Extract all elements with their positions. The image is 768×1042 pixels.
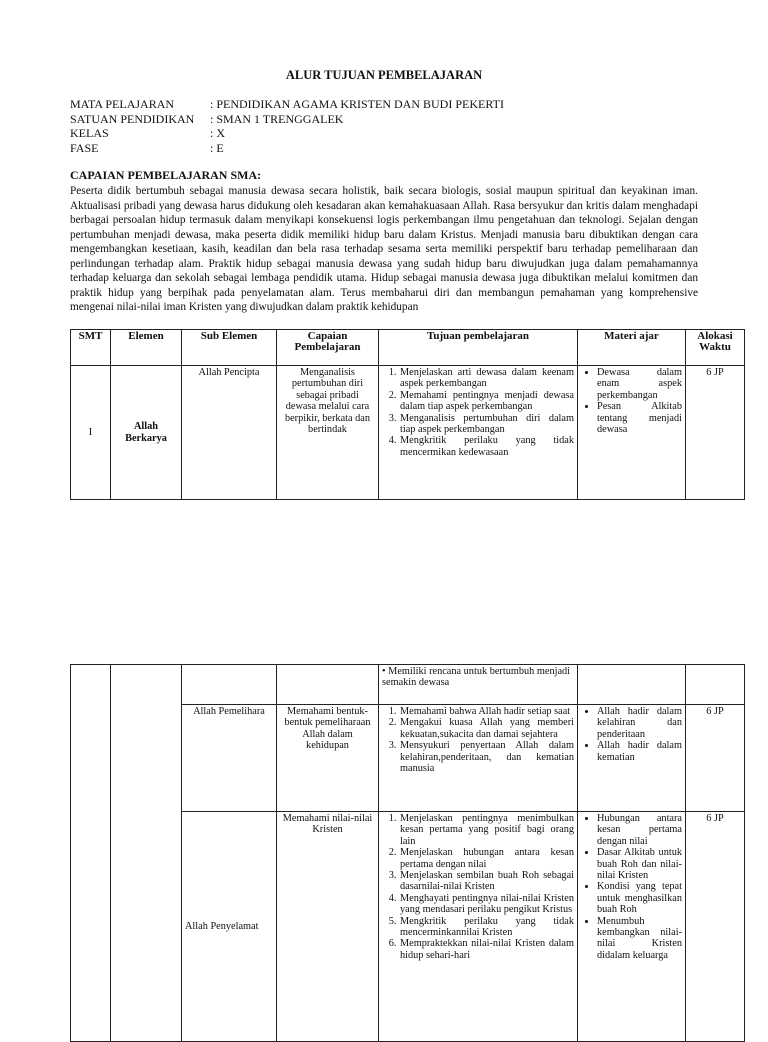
capaian-heading: CAPAIAN PEMBELAJARAN SMA:	[70, 168, 262, 182]
header-elemen: Elemen	[111, 330, 182, 366]
materi-item: • Pesan Alkitab tentang menjadi dewasa	[597, 401, 682, 435]
tujuan-item: 1. Memahami bahwa Allah hadir setiap saat	[399, 706, 574, 717]
materi-item: • Dewasa dalam enam aspek perkembangan	[597, 367, 682, 401]
tujuan-item: 5. Mengkritik perilaku yang tidak mencerminkannilai Kristen	[399, 916, 574, 939]
learning-flow-table-continued	[70, 664, 745, 1042]
learning-flow-table	[70, 329, 745, 500]
tujuan-item: 1. Menjelaskan arti dewasa dalam keenam aspek perkembangan	[399, 367, 574, 390]
cell-tujuan	[379, 705, 578, 812]
tujuan-item: 1. Menjelaskan pentingnya menimbulkan kesan pertama yang positif bagi orang lain	[399, 813, 574, 847]
materi-item: • Menumbuh kembangkan nilai-nilai Kristen didalam keluarga	[597, 916, 682, 962]
materi-item: • Kondisi yang tepat untuk menghasilkan buah Roh	[597, 881, 682, 915]
cell-materi	[578, 705, 686, 812]
document-title: ALUR TUJUAN PEMBELAJARAN	[285, 68, 483, 82]
cell-alokasi: 6 JP	[686, 366, 745, 500]
meta-key: SATUAN PENDIDIKAN	[70, 111, 195, 126]
cell-smt: I	[71, 366, 111, 500]
header-materi: Materi ajar	[578, 330, 686, 366]
header-sub-elemen: Sub Elemen	[182, 330, 277, 366]
cell-alokasi	[686, 665, 745, 705]
cell-capaian: Memahami bentuk-bentuk pemeliharaan Allah dalam kehidupan	[277, 705, 379, 812]
tujuan-item: 2. Mengakui kuasa Allah yang memberi kekuatan,sukacita dan damai sejahtera	[399, 717, 574, 740]
header-smt: SMT	[71, 330, 111, 366]
table-row	[71, 665, 745, 705]
tujuan-item: 6. Mempraktekkan nilai-nilai Kristen dalam hidup sehari-hari	[399, 938, 574, 961]
capaian-paragraph: Peserta didik bertumbuh sebagai manusia dewasa secara holistik, baik secara biologis, sosial maupun spiritual dan keyakinan iman. Aktualisasi pribadi yang dewasa harus didukung oleh kesadaran akan kemahakuasaan Allah. Rasa bersyukur dan kritis dalam menghadapi berbagai persoalan hidup termasuk dalam menyikapi konsekuensi logis perkembangan ilmu pengetahuan dan teknologi. Sejalan dengan pertumbuhan menjadi dewasa, maka peserta didik memiliki hidup baru dalam Kristus. Menjadi manusia baru dibuktikan dengan cara mengembangkan kesetiaan, kasih, keadilan dan bela rasa terhadap sesama serta memiliki perspektif baru terhadap pemeliharaan dan perlindungan terhadap alam. Praktik hidup sebagai manusia dewasa yang sudah hidup baru diwujudkan juga dalam pemahamannya terhadap keluarga dan sekolah sebagai lembaga pendidik utama. Hidup sebagai manusia dewasa juga dibuktikan melalui komitmen dan praktik hidup yang berpihak pada penyelamatan alam. Terus membaharui diri dan membangun pemahaman yang komprehensive mengenai nilai-nilai iman Kristen yang diwujudkan dalam praktik kehidupan	[70, 185, 698, 314]
tujuan-item: 3. Mensyukuri penyertaan Allah dalam kelahiran,penderitaan, dan kematian manusia	[399, 740, 574, 774]
cell-sub-elemen	[182, 665, 277, 705]
header-capaian: Capaian Pembelajaran	[277, 330, 379, 366]
cell-sub-elemen: Allah Penyelamat	[182, 812, 277, 1042]
cell-materi	[578, 812, 686, 1042]
tujuan-item: 3. Menjelaskan sembilan buah Roh sebagai dasarnilai-nilai Kristen	[399, 870, 574, 893]
materi-item: • Dasar Alkitab untuk buah Roh dan nilai-nilai Kristen	[597, 847, 682, 881]
cell-materi	[578, 366, 686, 500]
meta-value: : E	[210, 140, 224, 155]
cell-alokasi: 6 JP	[686, 812, 745, 1042]
meta-key: MATA PELAJARAN	[70, 97, 175, 111]
cell-sub-elemen: Allah Pemelihara	[182, 705, 277, 812]
cell-capaian: Menganalisis pertumbuhan diri sebagai pribadi dewasa melalui cara berpikir, berkata dan bertindak	[277, 366, 379, 500]
cell-tujuan	[379, 812, 578, 1042]
meta-row	[70, 126, 504, 141]
tujuan-item: 4. Menghayati pentingnya nilai-nilai Kristen yang mendasari perilaku pengikut Kristus	[399, 893, 574, 916]
cell-sub-elemen: Allah Pencipta	[182, 366, 277, 500]
meta-value: : PENDIDIKAN AGAMA KRISTEN DAN BUDI PEKERTI	[210, 97, 504, 111]
header-tujuan: Tujuan pembelajaran	[379, 330, 578, 366]
meta-key: FASE	[70, 140, 99, 155]
meta-key: KELAS	[70, 126, 109, 140]
cell-smt	[71, 665, 111, 1042]
cell-tujuan	[379, 665, 578, 705]
cell-capaian: Memahami nilai-nilai Kristen	[277, 812, 379, 1042]
materi-item: • Allah hadir dalam kematian	[597, 740, 682, 763]
tujuan-item: 2. Memahami pentingnya menjadi dewasa dalam tiap aspek perkembangan	[399, 390, 574, 413]
cell-elemen: Allah Berkarya	[111, 366, 182, 500]
cell-alokasi: 6 JP	[686, 705, 745, 812]
tujuan-item: 3. Menganalisis pertumbuhan diri dalam tiap aspek perkembangan	[399, 413, 574, 436]
cell-capaian	[277, 665, 379, 705]
meta-row	[70, 141, 504, 156]
tujuan-item: 2. Menjelaskan hubungan antara kesan pertama dengan nilai	[399, 847, 574, 870]
meta-value: : SMAN 1 TRENGGALEK	[210, 111, 344, 126]
meta-row	[70, 97, 504, 112]
materi-item: • Hubungan antara kesan pertama dengan nilai	[597, 813, 682, 847]
tujuan-continued: • Memiliki rencana untuk bertumbuh menjadi semakin dewasa	[382, 666, 571, 689]
tujuan-item: 4. Mengkritik perilaku yang tidak mencermikan kedewasaan	[399, 435, 574, 458]
materi-item: • Allah hadir dalam kelahiran dan penderitaan	[597, 706, 682, 740]
meta-row	[70, 112, 504, 127]
cell-elemen	[111, 665, 182, 1042]
identity-block	[70, 97, 504, 155]
table-header-row	[71, 330, 745, 366]
cell-tujuan	[379, 366, 578, 500]
cell-materi	[578, 665, 686, 705]
meta-value: : X	[210, 126, 225, 140]
table-row	[71, 366, 745, 500]
header-alokasi: Alokasi Waktu	[686, 330, 745, 366]
